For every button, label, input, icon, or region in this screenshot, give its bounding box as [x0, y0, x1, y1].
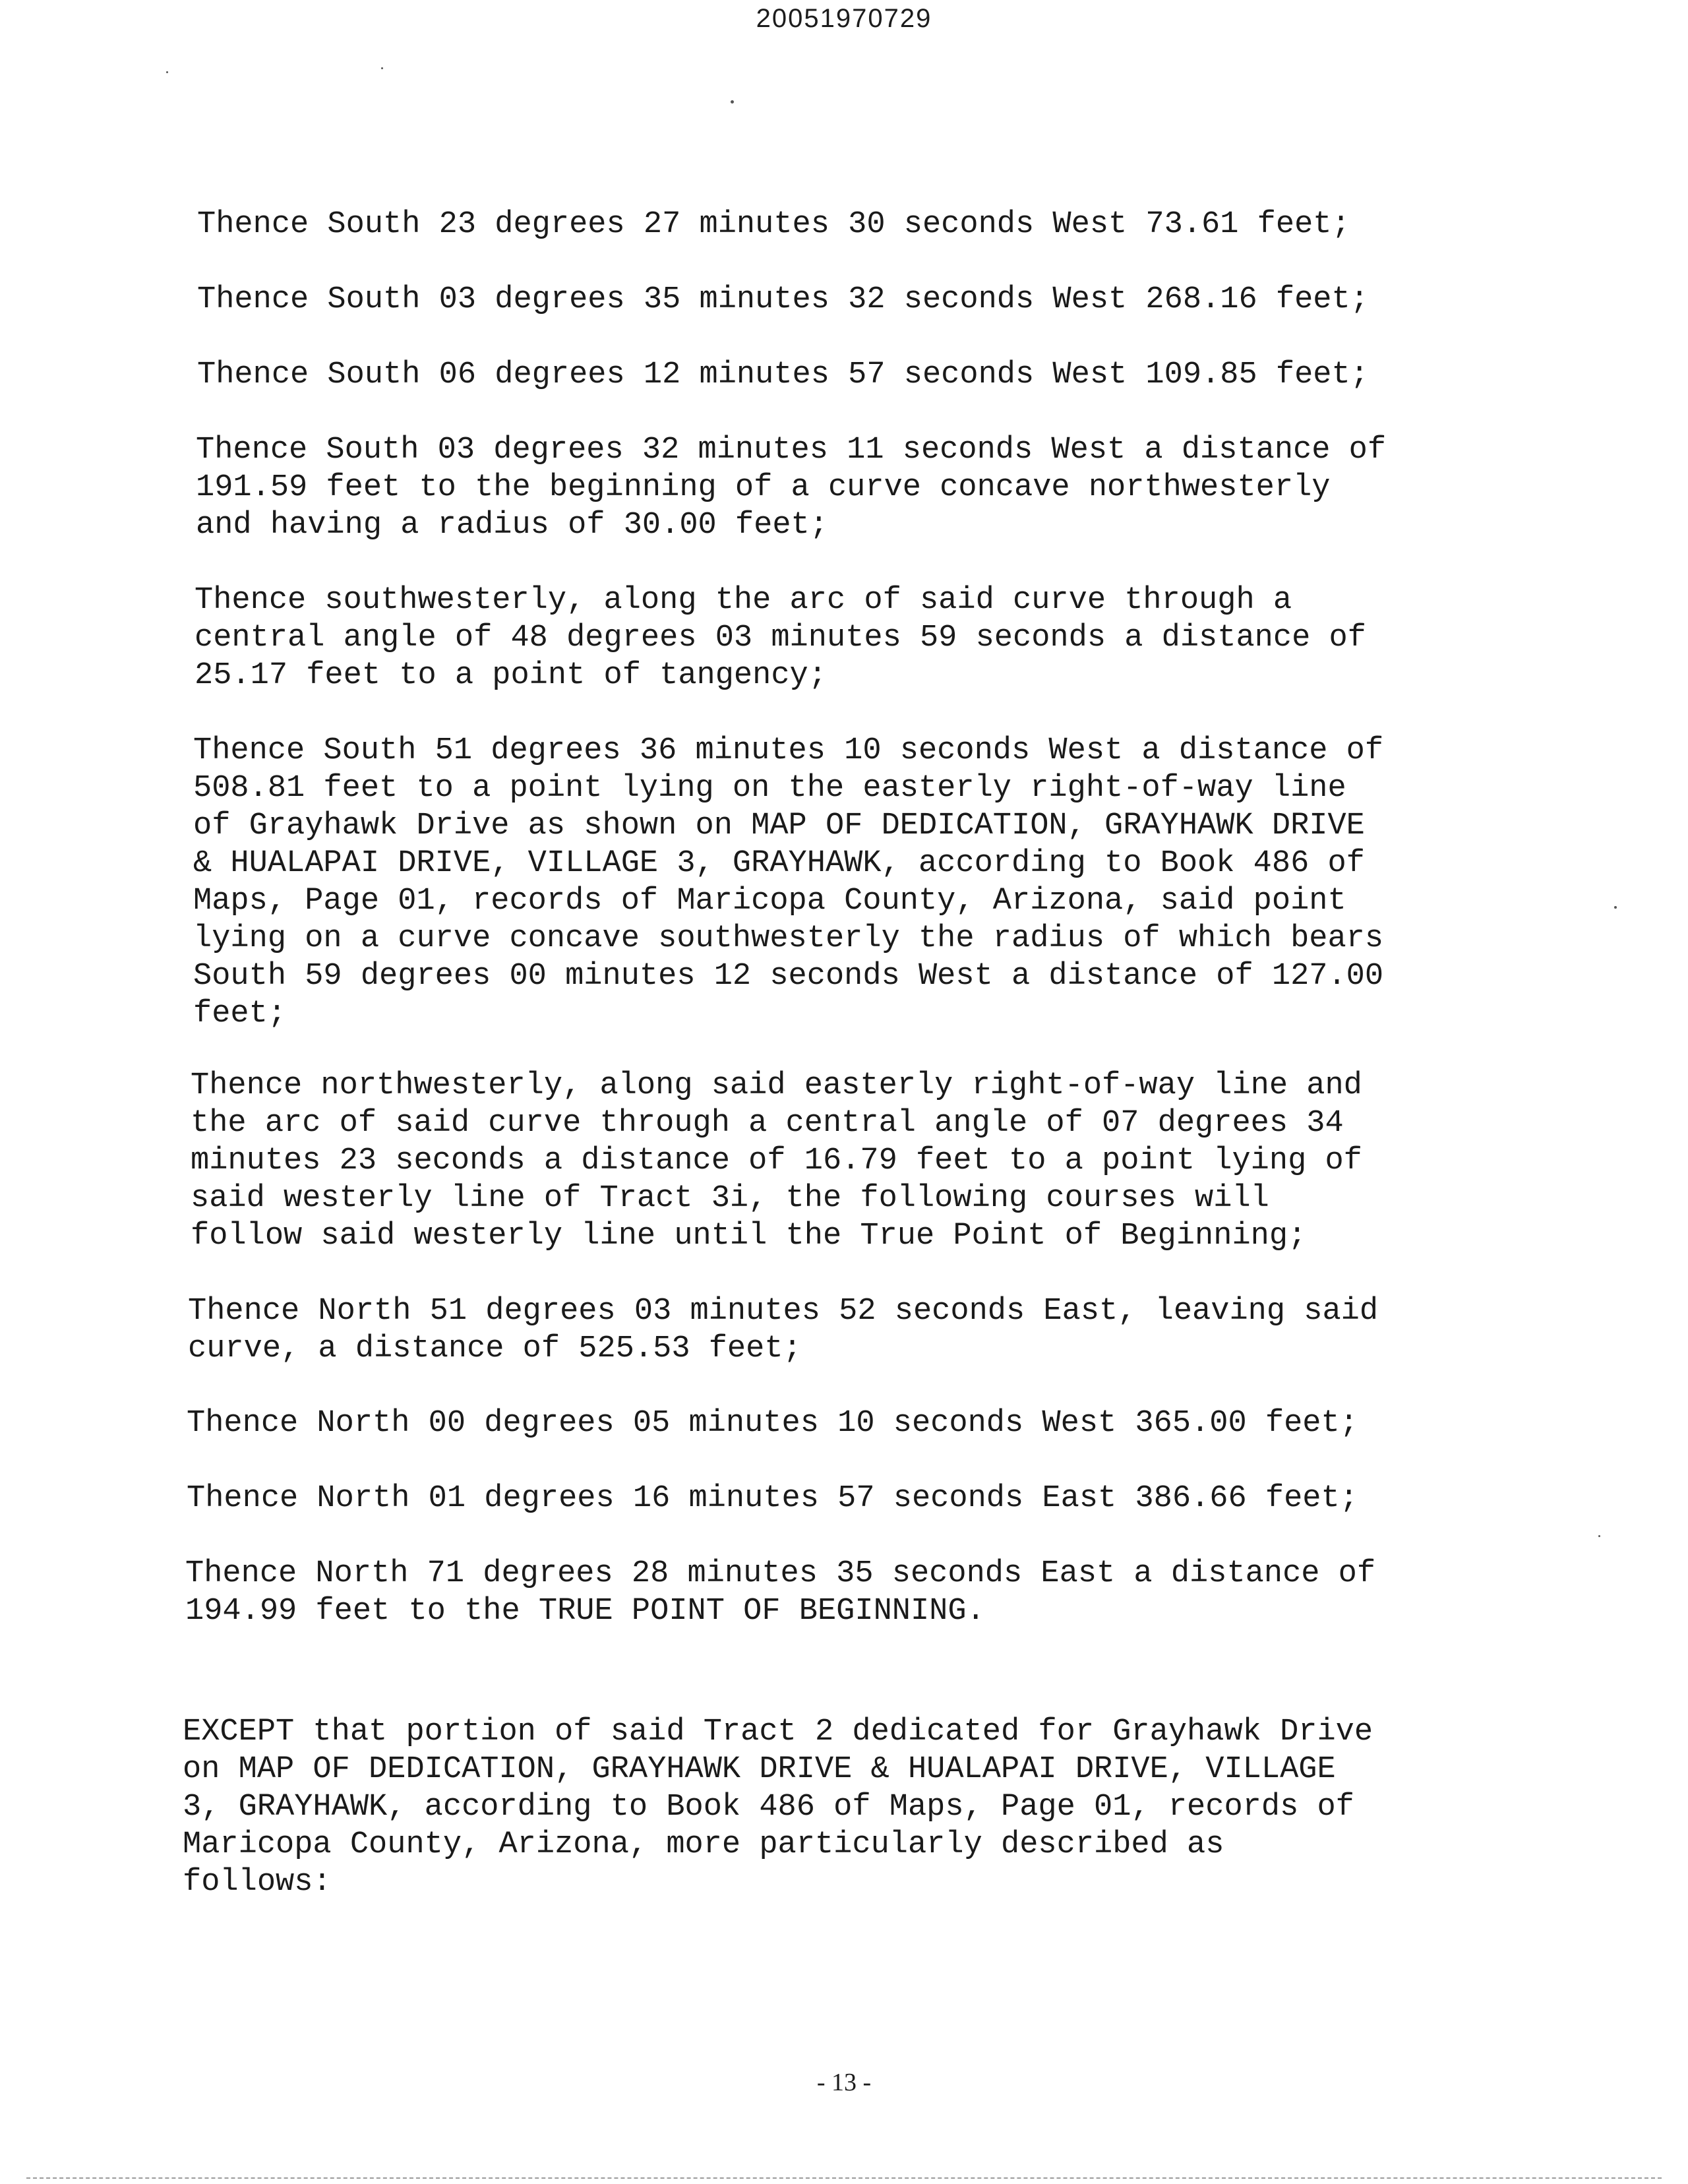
course-paragraph: Thence southwesterly, along the arc of said curve through a central angle of 48 degrees 03 minutes 59 seconds a distance of 25.17 feet to a point of tangency;: [195, 583, 1366, 693]
course-paragraph: Thence North 51 degrees 03 minutes 52 seconds East, leaving said curve, a distance of 525.53 feet;: [188, 1294, 1379, 1366]
recording-number: 20051970729: [756, 4, 932, 33]
scan-speck: [1598, 1535, 1600, 1537]
course-paragraph: Thence North 01 degrees 16 minutes 57 seconds East 386.66 feet;: [187, 1481, 1358, 1516]
course-paragraph: Thence northwesterly, along said easterly right-of-way line and the arc of said curve through a central angle of 07 degrees 34 minutes 23 seconds a distance of 16.79 feet to a point lying of said westerly line of Tract 3i, the following courses will follow said westerly line until the True Point of Beginning;: [191, 1068, 1362, 1254]
course-paragraph: Thence South 51 degrees 36 minutes 10 seconds West a distance of 508.81 feet to a point lying on the easterly right-of-way line of Grayhawk Drive as shown on MAP OF DEDICATION, GRAYHAWK DRIVE & HUALAPAI DRIVE, VILLAGE 3, GRAYHAWK, according to Book 486 of Maps, Page 01, records of Maricopa County, Arizona, said point lying on a curve concave southwesterly the radius of which bears South 59 degrees 00 minutes 12 seconds West a distance of 127.00 feet;: [193, 733, 1384, 1031]
course-paragraph: Thence North 71 degrees 28 minutes 35 seconds East a distance of 194.99 feet to the TRUE POINT OF BEGINNING.: [185, 1556, 1376, 1629]
scan-speck: [731, 100, 734, 104]
course-paragraph: Thence South 03 degrees 32 minutes 11 seconds West a distance of 191.59 feet to the beginning of a curve concave northwesterly and having a radius of 30.00 feet;: [196, 433, 1387, 543]
course-paragraph: Thence North 00 degrees 05 minutes 10 seconds West 365.00 feet;: [187, 1406, 1358, 1441]
scan-speck: [381, 67, 383, 69]
course-paragraph: Thence South 03 degrees 35 minutes 32 seconds West 268.16 feet;: [197, 282, 1369, 317]
exception-paragraph: EXCEPT that portion of said Tract 2 dedicated for Grayhawk Drive on MAP OF DEDICATION, GRAYHAWK DRIVE & HUALAPAI DRIVE, VILLAGE 3, GRAYHAWK, according to Book 486 of Maps, Page 01, records of Maricopa County, Arizona, more particularly described as follows:: [183, 1714, 1373, 1900]
course-paragraph: Thence South 06 degrees 12 minutes 57 seconds West 109.85 feet;: [197, 357, 1369, 392]
scan-speck: [166, 71, 168, 73]
scan-edge-line: [26, 2177, 1662, 2179]
scan-speck: [1614, 906, 1617, 909]
course-paragraph: Thence South 23 degrees 27 minutes 30 seconds West 73.61 feet;: [197, 207, 1350, 242]
page-number: - 13 -: [816, 2069, 872, 2096]
